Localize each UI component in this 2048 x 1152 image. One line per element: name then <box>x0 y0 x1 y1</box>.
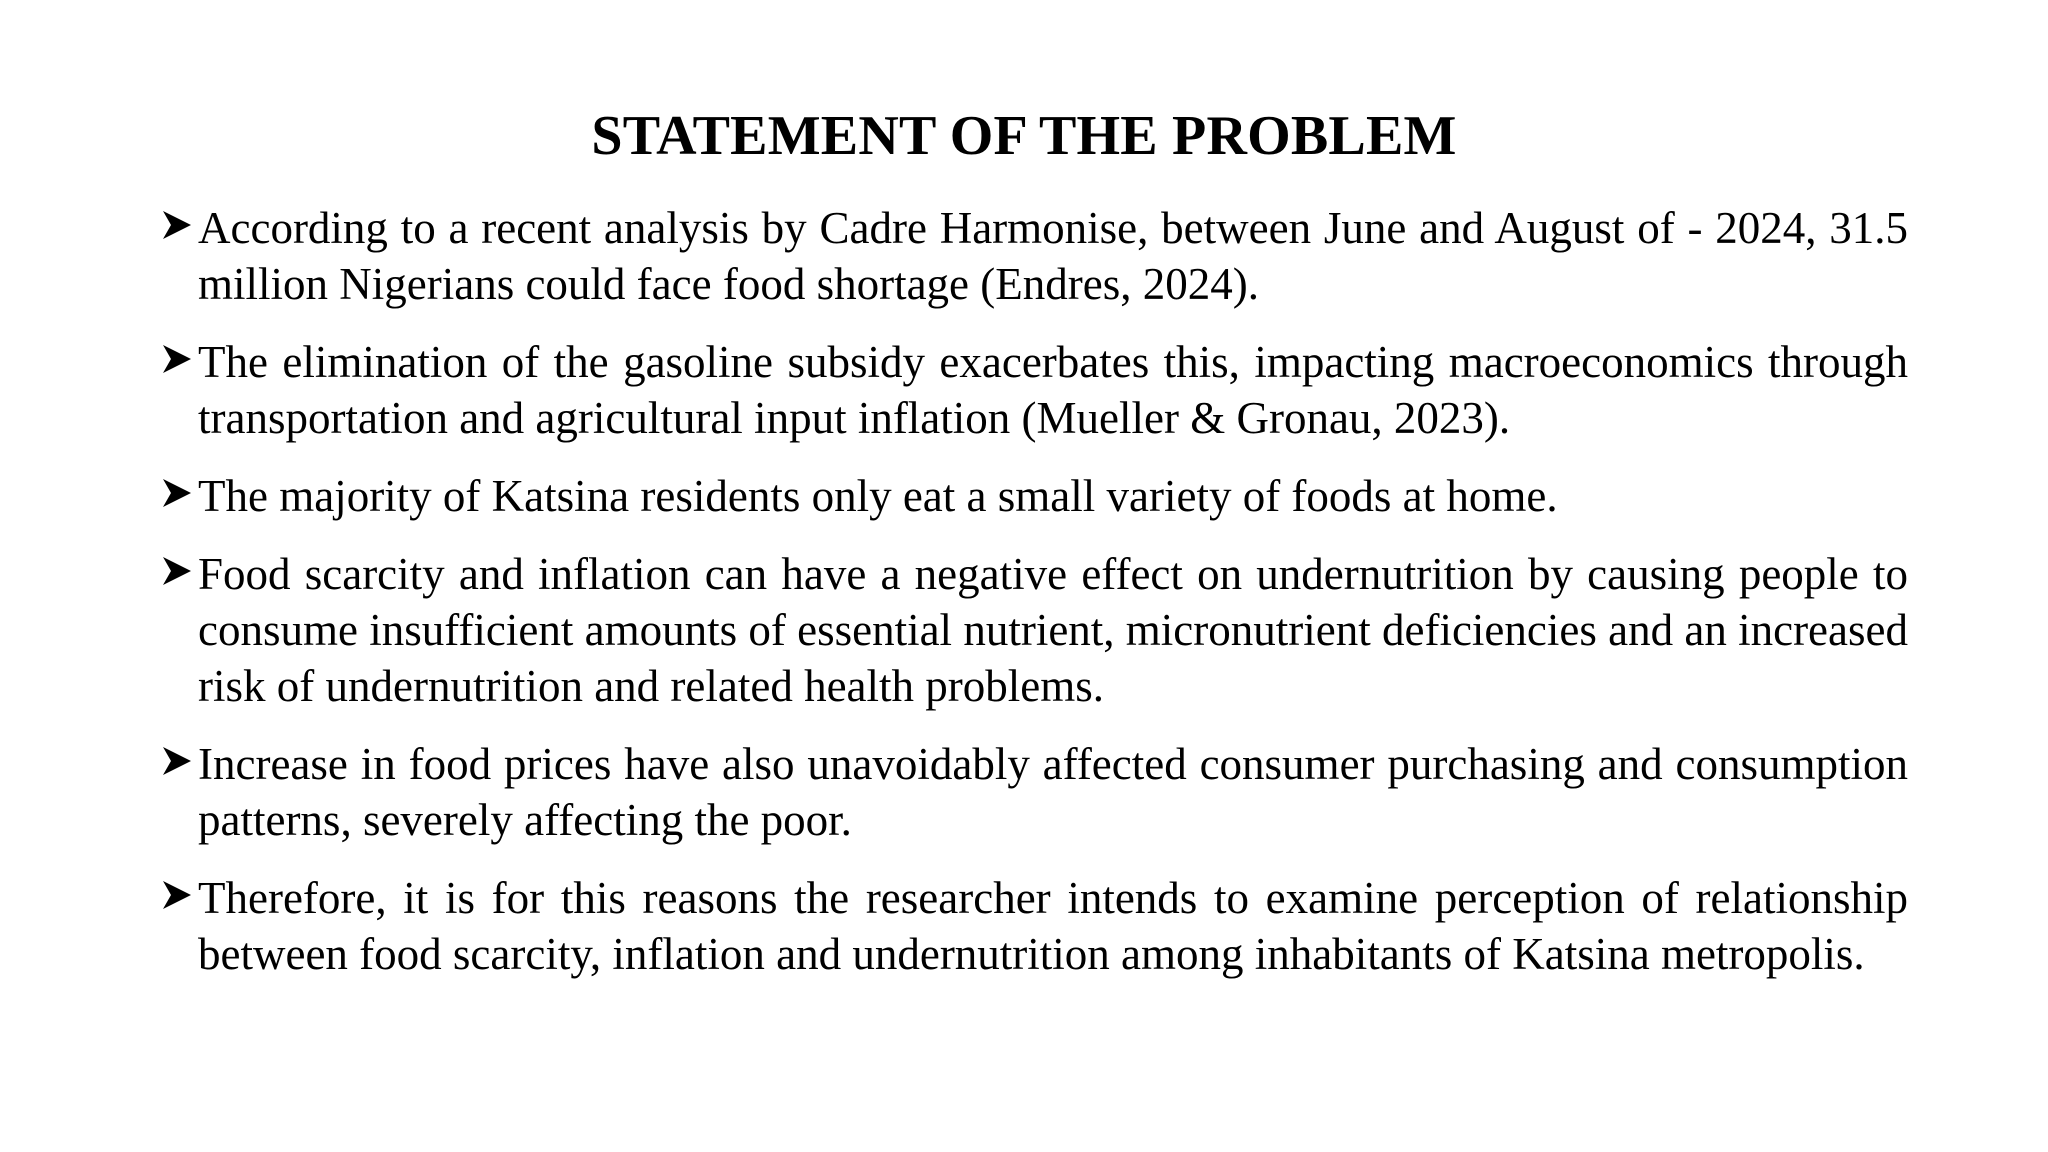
arrowhead-bullet-icon <box>160 744 194 778</box>
slide-title: STATEMENT OF THE PROBLEM <box>591 105 1457 167</box>
bullet-item <box>160 334 1908 446</box>
bullet-item <box>160 870 1908 982</box>
arrowhead-bullet-icon <box>160 342 194 376</box>
bullet-text: Food scarcity and inflation can have a negative effect on undernutrition by causing people to consume insufficient amounts of essential nutrient, micronutrient deficiencies and an increased risk of undernutrition and related health problems. <box>198 549 1908 711</box>
bullet-text: The majority of Katsina residents only eat a small variety of foods at home. <box>198 471 1558 521</box>
bullet-text: Therefore, it is for this reasons the researcher intends to examine perception of relationship between food scarcity, inflation and undernutrition among inhabitants of Katsina metropolis. <box>198 873 1908 979</box>
bullet-item <box>160 468 1908 524</box>
bullet-item <box>160 736 1908 848</box>
arrowhead-bullet-icon <box>160 878 194 912</box>
bullet-list <box>160 200 1908 1004</box>
arrowhead-bullet-icon <box>160 476 194 510</box>
bullet-text: The elimination of the gasoline subsidy exacerbates this, impacting macroeconomics through transportation and agricultural input inflation (Mueller & Gronau, 2023). <box>198 337 1908 443</box>
arrowhead-bullet-icon <box>160 554 194 588</box>
bullet-item <box>160 200 1908 312</box>
bullet-item <box>160 546 1908 714</box>
arrowhead-bullet-icon <box>160 208 194 242</box>
bullet-text: According to a recent analysis by Cadre Harmonise, between June and August of - 2024, 31.5 million Nigerians could face food shortage (Endres, 2024). <box>198 203 1908 309</box>
bullet-text: Increase in food prices have also unavoidably affected consumer purchasing and consumption patterns, severely affecting the poor. <box>198 739 1908 845</box>
